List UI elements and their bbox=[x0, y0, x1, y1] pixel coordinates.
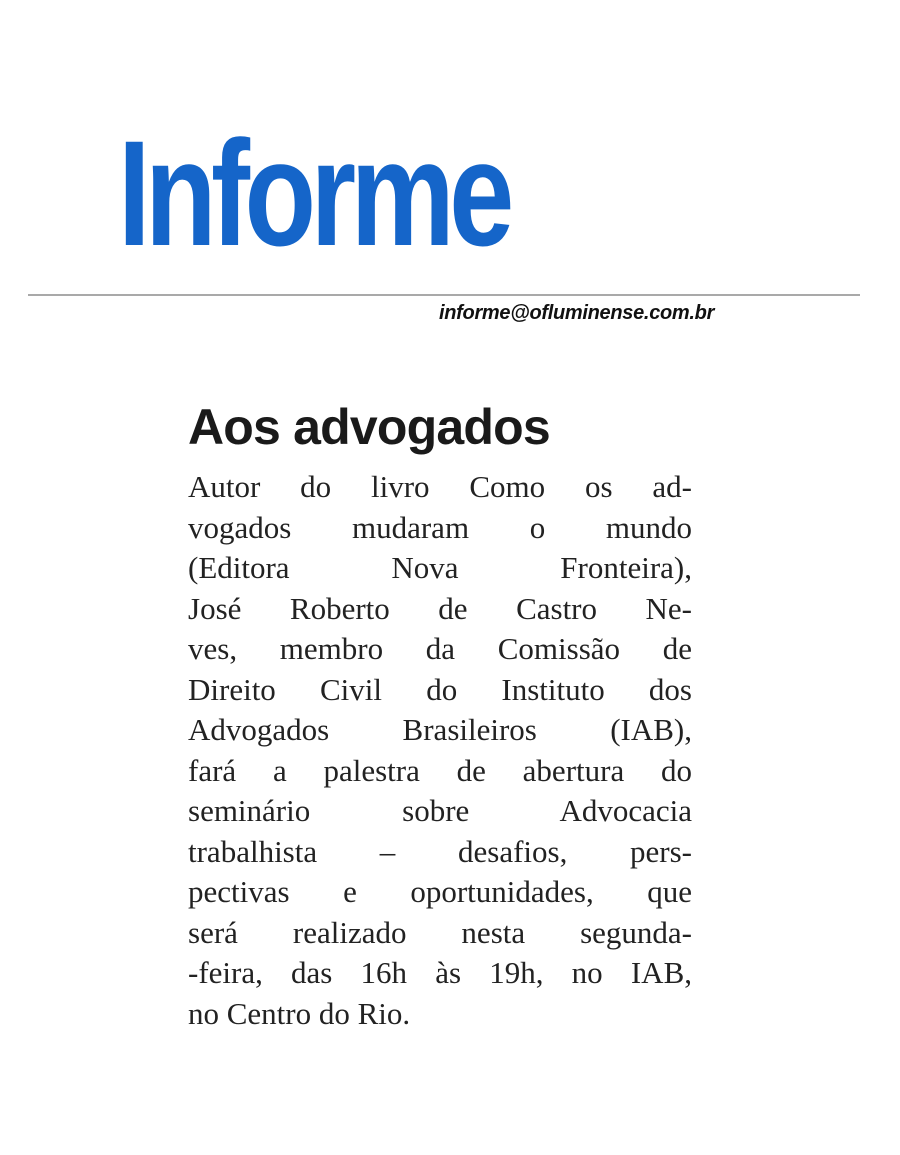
article-body-line: ves, membro da Comissão de bbox=[188, 631, 692, 666]
article-body-line: trabalhista – desafios, pers- bbox=[188, 833, 692, 869]
article-body-line: no Centro do Rio. bbox=[188, 995, 411, 1031]
article-body-line: (Editora Nova Fronteira), bbox=[188, 550, 692, 585]
article bbox=[188, 392, 692, 1034]
article-body-line: Autor do livro Como os ad- bbox=[188, 469, 692, 504]
article-headline: Aos advogados bbox=[188, 399, 550, 455]
article-body-line: Direito Civil do Instituto dos bbox=[188, 671, 692, 707]
article-body-line: -feira, das 16h às 19h, no IAB, bbox=[188, 955, 692, 990]
header-divider bbox=[28, 294, 860, 296]
article-body-line: vogados mudaram o mundo bbox=[188, 509, 692, 545]
masthead-title: Informe bbox=[118, 109, 509, 277]
article-body-line: será realizado nesta segunda- bbox=[188, 914, 692, 950]
masthead bbox=[118, 109, 758, 298]
article-body-line: Advogados Brasileiros (IAB), bbox=[188, 712, 692, 747]
article-body bbox=[188, 467, 692, 1034]
article-body-line: fará a palestra de abertura do bbox=[188, 752, 692, 788]
article-body-line: seminário sobre Advocacia bbox=[188, 793, 692, 828]
article-body-line: José Roberto de Castro Ne- bbox=[188, 590, 692, 626]
article-body-line: pectivas e oportunidades, que bbox=[188, 874, 692, 909]
contact-email: informe@ofluminense.com.br bbox=[439, 302, 715, 324]
